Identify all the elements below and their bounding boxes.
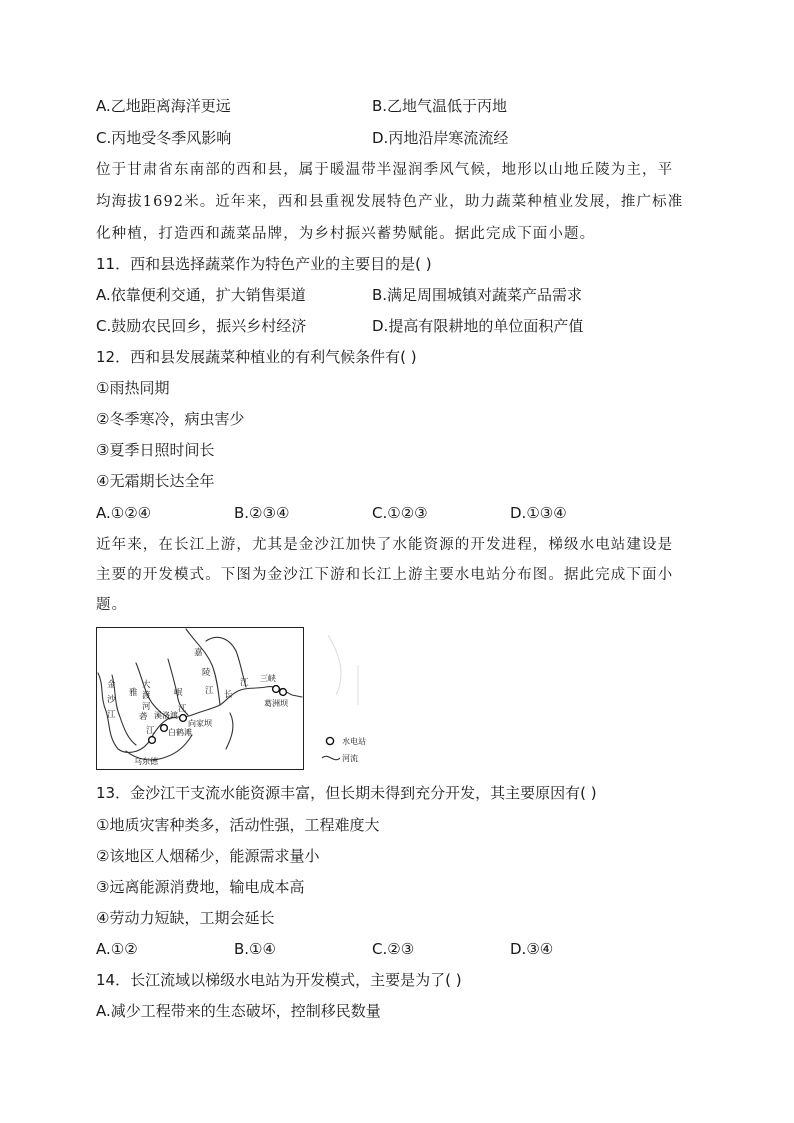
q12-option-a: A.①②④ xyxy=(96,504,152,522)
legend-station-label: 水电站 xyxy=(342,737,366,746)
legend-river-icon xyxy=(322,756,340,759)
q12-item: ①雨热同期 xyxy=(96,379,170,397)
q13-item: ④劳动力短缺，工期会延长 xyxy=(96,909,275,927)
station-label: 三峡 xyxy=(260,674,276,683)
river-label: 江 xyxy=(205,686,214,696)
river-label: 江 xyxy=(240,678,249,688)
q12-item: ④无霜期长达全年 xyxy=(96,472,215,490)
q11-option-b: B.满足周围城镇对蔬菜产品需求 xyxy=(372,286,583,304)
station-wudongde-marker xyxy=(149,737,156,744)
q12-option-b: B.②③④ xyxy=(234,504,290,522)
legend-river-label: 河流 xyxy=(342,754,358,763)
river-label: 砻 xyxy=(139,712,148,722)
q13-options xyxy=(96,939,696,959)
river-label: 陵 xyxy=(202,668,211,678)
q13-item: ②该地区人烟稀少，能源需求量小 xyxy=(96,847,320,865)
passage2-line: 题。 xyxy=(96,597,128,613)
hydropower-map xyxy=(96,625,396,773)
q12-option-c: C.①②③ xyxy=(372,504,428,522)
q13-option-b: B.①④ xyxy=(234,940,276,958)
q13-option-c: C.②③ xyxy=(372,940,415,958)
river-label: 江 xyxy=(178,704,187,714)
river-label: 沙 xyxy=(107,695,116,705)
q10-option-b: B.乙地气温低于丙地 xyxy=(372,97,508,115)
passage2-line: 主要的开发模式。下图为金沙江下游和长江上游主要水电站分布图。据此完成下面小 xyxy=(96,567,674,583)
station-sanxia-marker xyxy=(273,686,280,693)
river-label: 金 xyxy=(107,680,116,690)
q13-option-d: D.③④ xyxy=(510,940,554,958)
q14-option-a: A.减少工程带来的生态破坏，控制移民数量 xyxy=(96,1002,381,1020)
q11-option-c: C.鼓励农民回乡，振兴乡村经济 xyxy=(96,317,307,335)
river-label: 雅 xyxy=(129,688,138,698)
station-label: 乌东德 xyxy=(134,757,158,766)
river-label: 江 xyxy=(146,726,155,736)
station-xiluodu-marker xyxy=(180,715,187,722)
q14-stem: 14．长江流域以梯级水电站为开发模式，主要是为了( ) xyxy=(96,971,462,989)
scan-mark xyxy=(328,635,341,695)
river-label: 河 xyxy=(142,702,151,712)
q12-item: ③夏季日照时间长 xyxy=(96,441,215,459)
river-label: 江 xyxy=(107,710,116,720)
q13-option-a: A.①② xyxy=(96,940,138,958)
q11-option-d: D.提高有限耕地的单位面积产值 xyxy=(372,317,584,335)
q11-stem: 11．西和县选择蔬菜作为特色产业的主要目的是( ) xyxy=(96,255,432,273)
station-label: 白鹤滩 xyxy=(168,728,192,737)
river-label: 岷 xyxy=(174,688,183,698)
river-label: 嘉 xyxy=(194,648,203,658)
q13-item: ③远离能源消费地，输电成本高 xyxy=(96,878,305,896)
q12-stem: 12．西和县发展蔬菜种植业的有利气候条件有( ) xyxy=(96,348,417,366)
q10-option-a: A.乙地距离海洋更远 xyxy=(96,97,231,115)
passage1-line: 位于甘肃省东南部的西和县，属于暖温带半湿润季风气候，地形以山地丘陵为主，平 xyxy=(96,162,674,178)
q10-option-c: C.丙地受冬季风影响 xyxy=(96,129,232,147)
q12-item: ②冬季寒冷，病虫害少 xyxy=(96,410,245,428)
q12-options xyxy=(96,503,696,523)
station-gezhouba-marker xyxy=(280,689,287,696)
station-baihetan-marker xyxy=(161,725,168,732)
q11-option-a: A.依靠便利交通，扩大销售渠道 xyxy=(96,286,306,304)
q13-item: ①地质灾害种类多，活动性强，工程难度大 xyxy=(96,816,380,834)
station-label: 葛洲坝 xyxy=(264,699,288,708)
passage1-line: 均海拔1692米。近年来，西和县重视发展特色产业，助力蔬菜种植业发展，推广标准 xyxy=(96,194,684,210)
passage1-line: 化种植，打造西和蔬菜品牌，为乡村振兴蓄势赋能。据此完成下面小题。 xyxy=(96,226,596,242)
station-label: 溪洛渡 xyxy=(154,711,178,720)
legend-station-icon xyxy=(326,737,333,744)
q13-stem: 13．金沙江干支流水能资源丰富，但长期未得到充分开发，其主要原因有( ) xyxy=(96,784,597,802)
river-label: 大 xyxy=(142,680,151,690)
passage2-line: 近年来，在长江上游，尤其是金沙江加快了水能资源的开发进程，梯级水电站建设是 xyxy=(96,537,674,553)
river-label: 长 xyxy=(224,690,233,700)
station-label: 向家坝 xyxy=(188,719,212,728)
q10-option-d: D.丙地沿岸寒流流经 xyxy=(372,129,509,147)
river-label: 渡 xyxy=(142,691,151,701)
q12-option-d: D.①③④ xyxy=(510,504,567,522)
